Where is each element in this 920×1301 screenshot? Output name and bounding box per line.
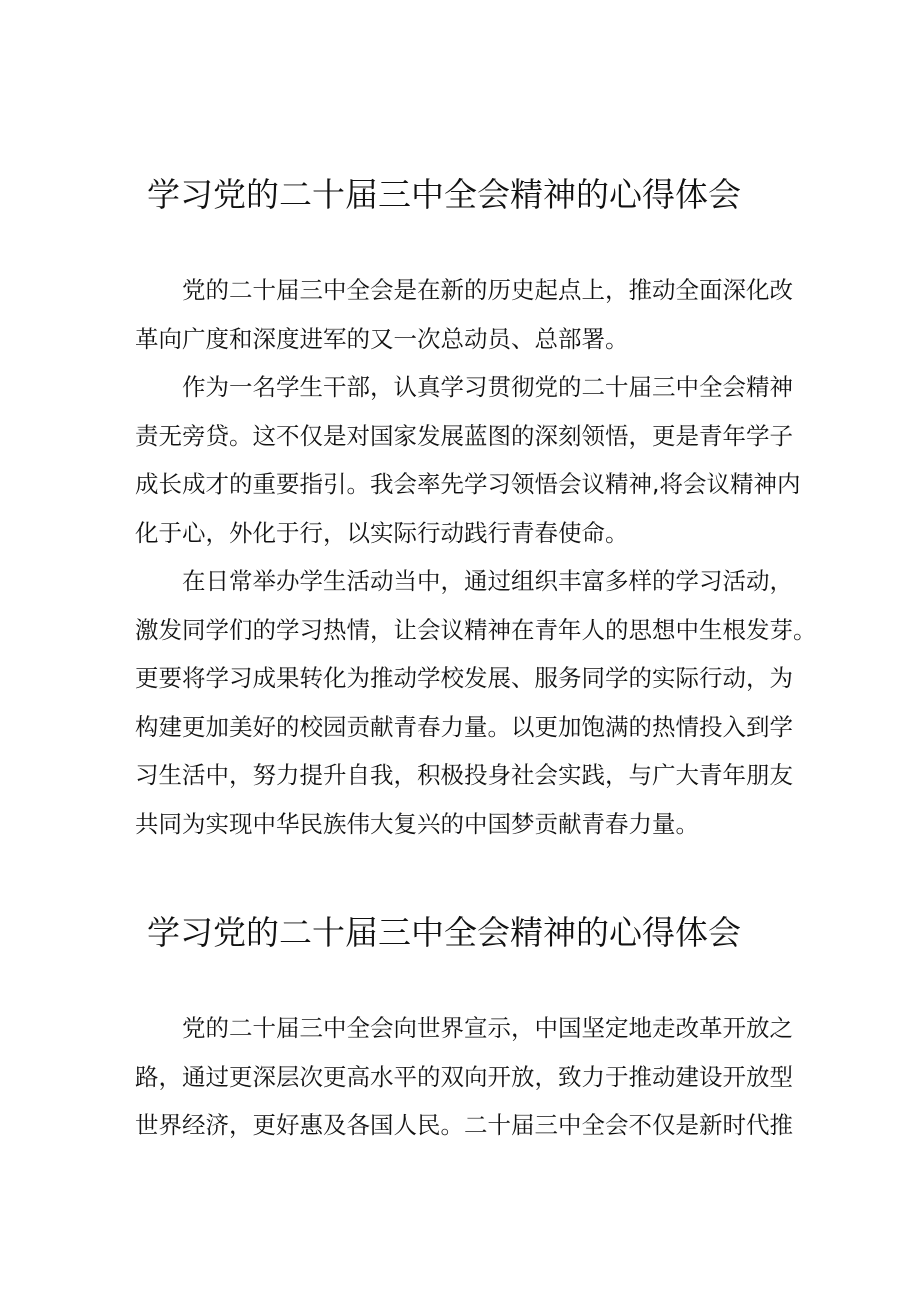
paragraph-line: 化于心，外化于行，以实际行动践行青春使命。 <box>135 518 629 547</box>
paragraph-line: 激发同学们的学习热情，让会议精神在青年人的思想中生根发芽。 <box>135 615 817 644</box>
paragraph-line: 作为一名学生干部，认真学习贯彻党的二十届三中全会精神 <box>182 373 793 401</box>
article-1-title: 学习党的二十届三中全会精神的心得体会 <box>147 175 741 214</box>
paragraph-line: 党的二十届三中全会向世界宣示，中国坚定地走改革开放之 <box>182 1014 793 1042</box>
article-2-body <box>135 1004 795 1150</box>
paragraph-line: 革向广度和深度进军的又一次总动员、总部署。 <box>135 324 629 353</box>
paragraph-line: 世界经济，更好惠及各国人民。二十届三中全会不仅是新时代推 <box>135 1111 793 1139</box>
paragraph-line: 更要将学习成果转化为推动学校发展、服务同学的实际行动，为 <box>135 664 793 692</box>
paragraph-line: 成长成才的重要指引。我会率先学习领悟会议精神,将会议精神内 <box>135 470 801 498</box>
paragraph-line: 路，通过更深层次更高水平的双向开放，致力于推动建设开放型 <box>135 1062 793 1091</box>
paragraph-line: 在日常举办学生活动当中，通过组织丰富多样的学习活动， <box>182 567 793 595</box>
paragraph-line: 共同为实现中华民族伟大复兴的中国梦贡献青春力量。 <box>135 809 699 838</box>
article-2 <box>135 908 795 1150</box>
article-1 <box>135 170 817 848</box>
paragraph-line: 构建更加美好的校园贡献青春力量。以更加饱满的热情投入到学 <box>135 712 793 741</box>
paragraph-line: 习生活中，努力提升自我，积极投身社会实践，与广大青年朋友 <box>135 761 793 789</box>
paragraph-line: 党的二十届三中全会是在新的历史起点上，推动全面深化改 <box>182 276 793 304</box>
article-2-title: 学习党的二十届三中全会精神的心得体会 <box>147 913 741 952</box>
article-1-body <box>135 266 817 848</box>
paragraph-line: 责无旁贷。这不仅是对国家发展蓝图的深刻领悟，更是青年学子 <box>135 421 793 450</box>
